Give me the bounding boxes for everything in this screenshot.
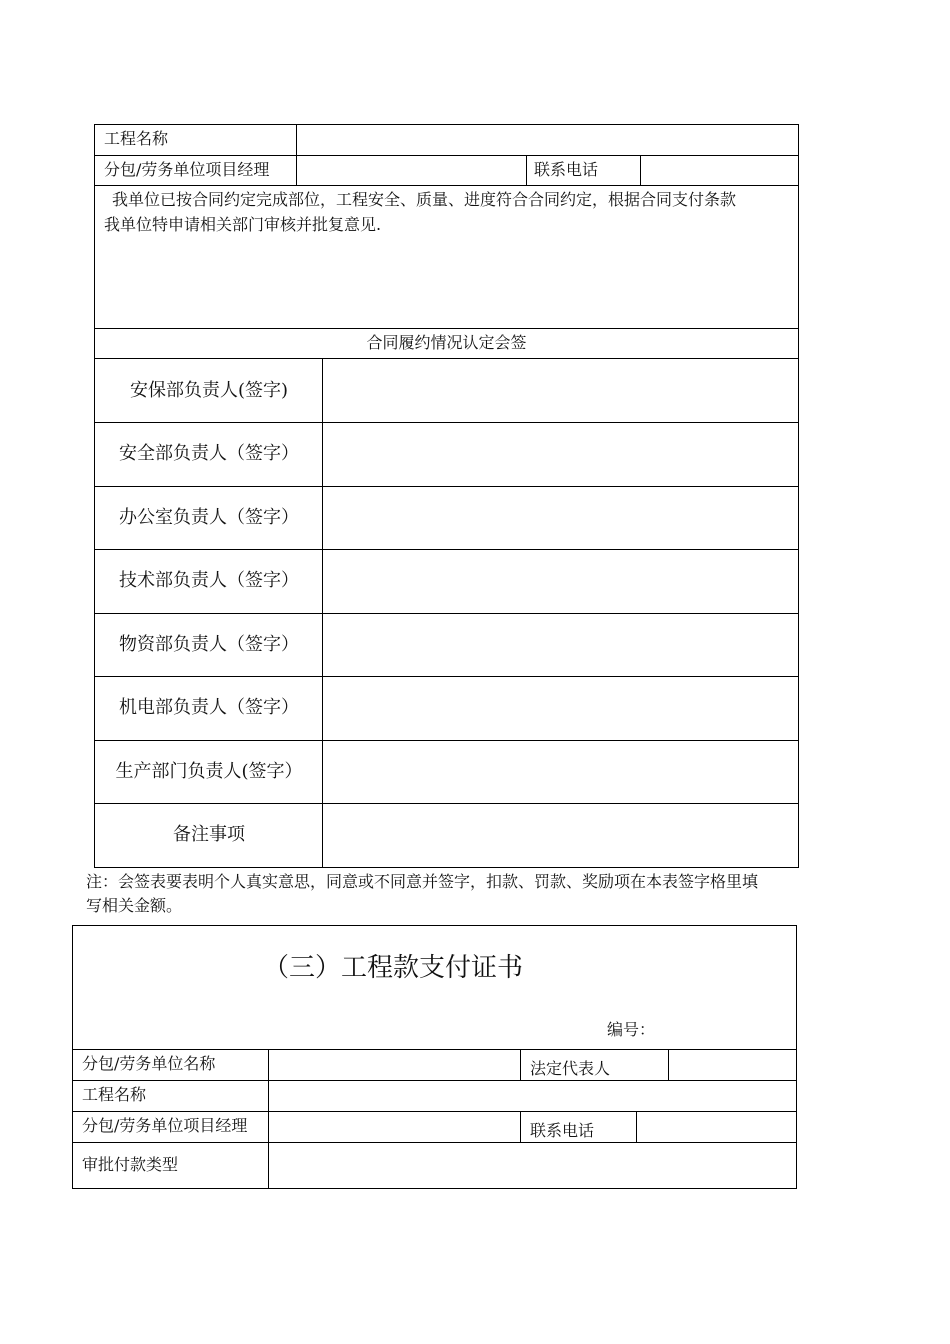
table-border <box>94 185 799 186</box>
signature-field[interactable] <box>324 551 797 612</box>
remarks-label: 备注事项 <box>173 824 245 845</box>
phone-label: 联系电话 <box>530 1121 595 1140</box>
table-border <box>520 1111 521 1143</box>
legal-rep-label: 法定代表人 <box>530 1059 611 1078</box>
payment-type-field[interactable] <box>270 1144 795 1187</box>
remarks-field[interactable] <box>324 805 797 866</box>
footnote: 写相关金额。 <box>86 896 183 915</box>
table-border <box>94 358 799 359</box>
project-name-label: 工程名称 <box>104 129 169 148</box>
table-border <box>94 328 799 329</box>
statement-text: 我单位特申请相关部门审核并批复意见. <box>104 215 382 234</box>
table-border <box>72 1111 797 1112</box>
table-border <box>322 358 323 868</box>
number-label: 编号： <box>607 1020 656 1039</box>
signer-label: 机电部负责人（签字） <box>119 697 299 718</box>
project-name-label: 工程名称 <box>82 1085 147 1104</box>
table-border <box>94 549 799 550</box>
table-border <box>72 1188 797 1189</box>
payment-type-label: 审批付款类型 <box>82 1155 179 1174</box>
table-border <box>72 925 797 926</box>
table-border <box>72 1080 797 1081</box>
table-border <box>72 925 73 1189</box>
section-title: 合同履约情况认定会签 <box>366 333 527 352</box>
table-border <box>94 676 799 677</box>
signature-field[interactable] <box>324 488 797 548</box>
signature-field[interactable] <box>324 742 797 802</box>
table-border <box>526 155 527 186</box>
table-border <box>94 867 799 868</box>
phone-field[interactable] <box>642 157 797 184</box>
table-border <box>94 613 799 614</box>
signature-field[interactable] <box>324 615 797 675</box>
table-border <box>94 803 799 804</box>
table-border <box>640 155 641 186</box>
statement-text: 我单位已按合同约定完成部位，工程安全、质量、进度符合合同约定，根据合同支付条款 <box>112 190 737 209</box>
table-border <box>94 740 799 741</box>
project-manager-field[interactable] <box>298 157 525 184</box>
legal-rep-field[interactable] <box>670 1051 795 1079</box>
phone-field[interactable] <box>638 1113 795 1141</box>
signature-field[interactable] <box>324 360 797 421</box>
signature-field[interactable] <box>324 678 797 739</box>
table-border <box>94 486 799 487</box>
signer-label: 物资部负责人（签字） <box>119 634 299 655</box>
table-border <box>94 155 799 156</box>
unit-name-field[interactable] <box>270 1051 519 1079</box>
signer-label: 办公室负责人（签字） <box>119 507 299 528</box>
table-border <box>668 1049 669 1081</box>
project-name-field[interactable] <box>298 126 797 154</box>
project-name-field[interactable] <box>270 1082 795 1110</box>
signature-field[interactable] <box>324 424 797 485</box>
table-border <box>798 124 799 868</box>
table-border <box>796 925 797 1189</box>
signer-label: 安全部负责人（签字） <box>119 443 299 464</box>
signer-label: 安保部负责人(签字) <box>129 380 289 401</box>
table-border <box>636 1111 637 1143</box>
table-border <box>94 124 95 868</box>
project-manager-field[interactable] <box>270 1113 519 1141</box>
table-border <box>268 1049 269 1189</box>
table-border <box>296 124 297 186</box>
signer-label: 技术部负责人（签字） <box>119 570 299 591</box>
unit-name-label: 分包/劳务单位名称 <box>82 1054 216 1073</box>
table-border <box>520 1049 521 1081</box>
table-border <box>72 1142 797 1143</box>
footnote: 注：会签表要表明个人真实意思，同意或不同意并签字，扣款、罚款、奖励项在本表签字格里填 <box>86 872 759 891</box>
project-manager-label: 分包/劳务单位项目经理 <box>82 1116 248 1135</box>
form-title: （三）工程款支付证书 <box>263 953 524 983</box>
table-border <box>72 1049 797 1050</box>
table-border <box>94 422 799 423</box>
project-manager-label: 分包/劳务单位项目经理 <box>104 160 270 179</box>
phone-label: 联系电话 <box>534 160 599 179</box>
table-border <box>94 124 799 125</box>
signer-label: 生产部门负责人(签字） <box>115 761 303 782</box>
